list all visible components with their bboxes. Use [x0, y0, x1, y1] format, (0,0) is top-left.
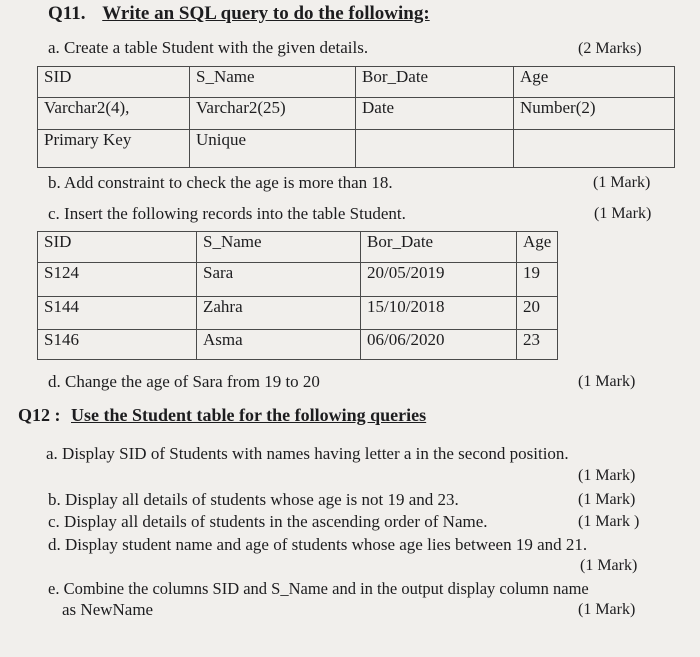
q12-part-b: b. Display all details of students whose age is not 19 and 23.	[48, 490, 459, 509]
q12-part-a: a. Display SID of Students with names having letter a in the second position.	[46, 444, 569, 463]
table-cell: Varchar2(4),	[38, 98, 190, 130]
table-row	[38, 297, 558, 330]
q11-part-d-marks: (1 Mark)	[578, 373, 636, 390]
q11-part-c-marks: (1 Mark)	[594, 205, 652, 222]
table-cell	[356, 130, 514, 168]
q12-part-a-marks: (1 Mark)	[578, 467, 636, 484]
table-cell: Bor_Date	[356, 67, 514, 98]
table-cell: Age	[514, 67, 675, 98]
q11-part-b: b. Add constraint to check the age is more than 18.	[48, 173, 393, 192]
q11-part-b-marks: (1 Mark)	[593, 174, 651, 191]
table-cell: S146	[38, 330, 197, 360]
table-cell: SID	[38, 67, 190, 98]
table-cell: Bor_Date	[361, 232, 517, 263]
table-cell: S144	[38, 297, 197, 330]
student-records-table	[37, 231, 558, 360]
q11-number: Q11.	[48, 3, 86, 24]
table-cell: Unique	[190, 130, 356, 168]
q12-part-b-marks: (1 Mark)	[578, 491, 636, 508]
q11-title: Write an SQL query to do the following:	[102, 3, 430, 24]
table-cell: Age	[517, 232, 558, 263]
table-cell: Primary Key	[38, 130, 190, 168]
q12-part-e-line2: as NewName	[62, 600, 154, 619]
table-cell: S_Name	[190, 67, 356, 98]
table-row	[38, 232, 558, 263]
q11-part-a: a. Create a table Student with the given details.	[48, 38, 369, 57]
student-schema-table	[37, 66, 675, 168]
table-cell: Date	[356, 98, 514, 130]
q11-part-c: c. Insert the following records into the table Student.	[48, 204, 406, 223]
q11-heading	[48, 3, 430, 25]
table-cell: 23	[517, 330, 558, 360]
q11-part-d: d. Change the age of Sara from 19 to 20	[48, 372, 320, 391]
table-cell: 20	[517, 297, 558, 330]
q12-part-e-marks: (1 Mark)	[578, 601, 636, 618]
q12-part-e-line1: e. Combine the columns SID and S_Name and in the output display column name	[48, 579, 589, 598]
q11-part-a-marks: (2 Marks)	[578, 40, 642, 57]
table-cell: 19	[517, 263, 558, 297]
table-cell: SID	[38, 232, 197, 263]
table-row	[38, 98, 675, 130]
q12-number: Q12 :	[18, 405, 61, 425]
table-row	[38, 67, 675, 98]
table-cell: Zahra	[197, 297, 361, 330]
q12-part-c: c. Display all details of students in the ascending order of Name.	[48, 512, 488, 531]
table-row	[38, 263, 558, 297]
table-row	[38, 130, 675, 168]
table-cell	[514, 130, 675, 168]
table-cell: 06/06/2020	[361, 330, 517, 360]
table-row	[38, 330, 558, 360]
table-cell: 20/05/2019	[361, 263, 517, 297]
table-cell: Sara	[197, 263, 361, 297]
q12-part-c-marks: (1 Mark )	[578, 513, 640, 530]
table-cell: S124	[38, 263, 197, 297]
q12-title: Use the Student table for the following queries	[71, 405, 427, 425]
table-cell: Number(2)	[514, 98, 675, 130]
q12-heading	[18, 405, 426, 426]
table-cell: 15/10/2018	[361, 297, 517, 330]
table-cell: S_Name	[197, 232, 361, 263]
table-cell: Asma	[197, 330, 361, 360]
q12-part-d: d. Display student name and age of students whose age lies between 19 and 21.	[48, 535, 588, 554]
q12-part-d-marks: (1 Mark)	[580, 557, 638, 574]
table-cell: Varchar2(25)	[190, 98, 356, 130]
